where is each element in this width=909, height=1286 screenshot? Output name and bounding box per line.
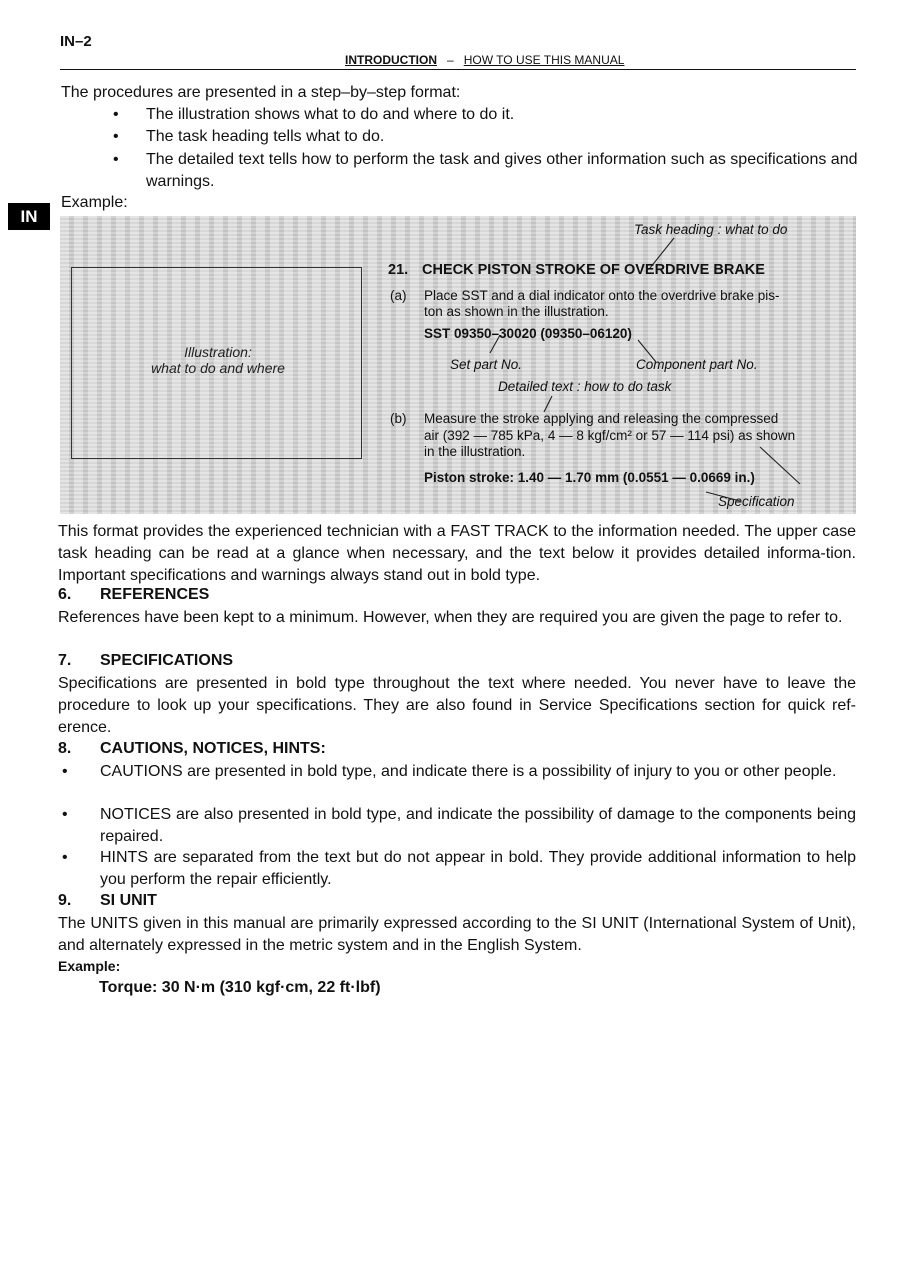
torque-example: Torque: 30 N·m (310 kgf·cm, 22 ft·lbf): [99, 979, 381, 996]
illustration-label-line: Illustration:: [184, 344, 252, 360]
section-title: SI UNIT: [100, 892, 157, 909]
illustration-label-line: what to do and where: [151, 360, 285, 376]
specifications-paragraph: Specifications are presented in bold type throughout the text where needed. You never have to leave the procedure to look up your specifications. They are also found in Service Specifications section for quick ref-erence.: [58, 675, 856, 736]
cautions-bullet: [62, 847, 856, 891]
sub-step-b-line: in the illustration.: [424, 444, 526, 459]
example-figure: [60, 216, 856, 514]
section-title: REFERENCES: [100, 586, 210, 603]
intro-bullet-text: The illustration shows what to do and where to do it.: [146, 106, 515, 123]
cautions-bullet-text: NOTICES are also presented in bold type, and indicate the possibility of damage to the components being repaired.: [100, 806, 856, 845]
page-number: IN–2: [60, 33, 92, 50]
running-header: [345, 53, 624, 67]
fast-track-paragraph: This format provides the experienced technician with a FAST TRACK to the information needed. The upper case task heading can be read at a glance when necessary, and the text below it provides detailed informa-tion. Important specifications and warnings always stand out in bold type.: [58, 523, 856, 584]
section-number: 6.: [58, 586, 72, 603]
si-unit-paragraph: The UNITS given in this manual are primarily expressed according to the SI UNIT (International System of Unit), and alternately expressed in the metric system and in the English System.: [58, 915, 856, 954]
bullet-icon: •: [113, 106, 119, 123]
references-paragraph: References have been kept to a minimum. However, when they are required you are given the page to refer to.: [58, 609, 843, 626]
sub-step-b-line: Measure the stroke applying and releasing the compressed: [424, 411, 779, 426]
intro-bullet: [113, 104, 856, 126]
cautions-bullet: [62, 804, 856, 848]
sub-step-a-line: ton as shown in the illustration.: [424, 304, 609, 319]
section-heading-si-unit: [58, 890, 157, 912]
intro-bullet: [113, 126, 856, 148]
header-rule: [60, 69, 856, 70]
section-number: 8.: [58, 740, 72, 757]
si-example-label: Example:: [58, 958, 121, 974]
bullet-icon: •: [62, 763, 68, 780]
bullet-icon: •: [62, 849, 68, 866]
section-heading-cautions: [58, 738, 326, 760]
set-part-note: Set part No.: [450, 357, 523, 372]
sub-step-a-marker: (a): [390, 288, 407, 303]
section-heading-specifications: [58, 650, 233, 672]
piston-stroke-spec: Piston stroke: 1.40 — 1.70 mm (0.0551 — 0.0669 in.): [424, 470, 755, 485]
bullet-icon: •: [113, 151, 119, 168]
intro-bullet: [113, 149, 858, 193]
sst-number: SST 09350–30020 (09350–06120): [424, 326, 632, 341]
step-number: 21.: [388, 262, 409, 278]
intro-bullet-text: The detailed text tells how to perform the task and gives other information such as specifications and warnings.: [146, 151, 858, 190]
step-title: CHECK PISTON STROKE OF OVERDRIVE BRAKE: [422, 262, 765, 278]
cautions-bullet-text: HINTS are separated from the text but do not appear in bold. They provide additional information to help you perform the repair efficiently.: [100, 849, 856, 888]
intro-lead: The procedures are presented in a step–by–step format:: [61, 84, 461, 101]
sub-step-a-line: Place SST and a dial indicator onto the overdrive brake pis-: [424, 288, 780, 303]
bullet-icon: •: [62, 806, 68, 823]
bullet-icon: •: [113, 128, 119, 145]
sub-step-b-line: air (392 — 785 kPa, 4 — 8 kgf/cm² or 57 — 114 psi) as shown: [424, 428, 796, 443]
section-tab: IN: [8, 203, 50, 230]
section-number: 7.: [58, 652, 72, 669]
subsection-title: HOW TO USE THIS MANUAL: [463, 53, 625, 67]
illustration-label: [138, 344, 298, 376]
component-part-note: Component part No.: [636, 357, 758, 372]
task-heading-note: Task heading : what to do: [634, 222, 788, 237]
cautions-bullet: [62, 761, 856, 783]
section-heading-references: [58, 584, 209, 606]
cautions-bullet-text: CAUTIONS are presented in bold type, and indicate there is a possibility of injury to you or other people.: [100, 763, 837, 780]
section-title: INTRODUCTION: [345, 53, 437, 67]
section-title: CAUTIONS, NOTICES, HINTS:: [100, 740, 326, 757]
example-label: Example:: [61, 194, 128, 211]
header-separator: –: [447, 53, 454, 67]
specification-note: Specification: [718, 494, 795, 509]
detailed-text-note: Detailed text : how to do task: [498, 379, 672, 394]
sub-step-b-marker: (b): [390, 411, 407, 426]
section-number: 9.: [58, 892, 72, 909]
intro-bullet-text: The task heading tells what to do.: [146, 128, 385, 145]
section-title: SPECIFICATIONS: [100, 652, 234, 669]
